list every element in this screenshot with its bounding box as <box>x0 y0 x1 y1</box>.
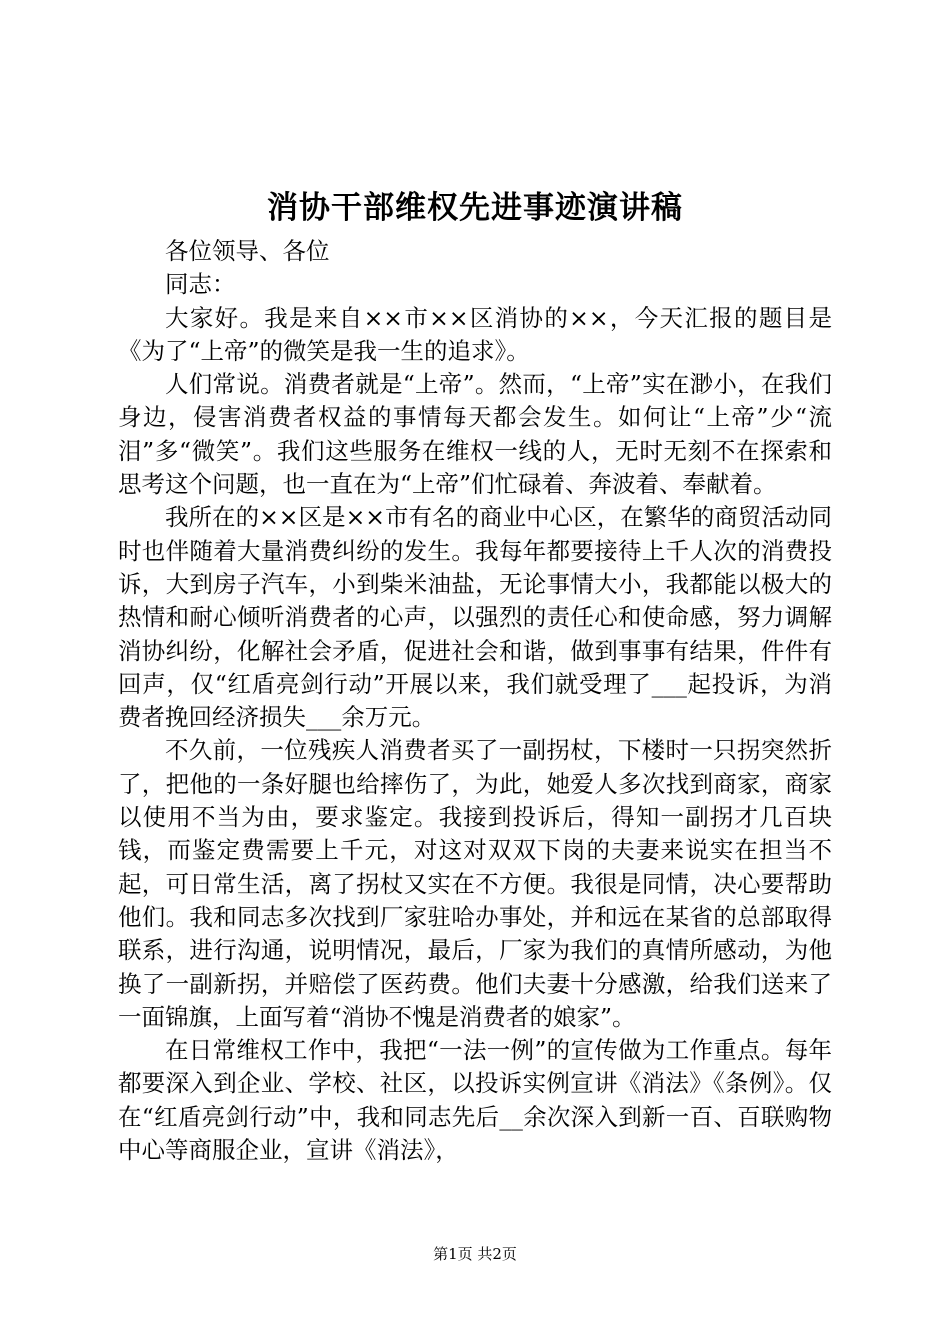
salutation-line-2: 同志： <box>165 270 236 299</box>
paragraph-greeting: 大家好。我是来自××市××区消协的××，今天汇报的题目是《为了“上帝”的微笑是我一生的追求》。 <box>118 303 832 365</box>
document-body <box>118 235 832 1167</box>
page-footer: 第1页 共2页 <box>433 1245 517 1263</box>
paragraph-crutch-case: 不久前，一位残疾人消费者买了一副拐杖，下楼时一只拐突然折了，把他的一条好腿也给摔伤了，为此，她爱人多次找到商家，商家以使用不当为由，要求鉴定。我接到投诉后，得知一副拐才几百块钱，而鉴定费需要上千元，对这对双双下岗的夫妻来说实在担当不起，可日常生活，离了拐杖又实在不方便。我很是同情，决心要帮助他们。我和同志多次找到厂家驻哈办事处，并和远在某省的总部取得联系，进行沟通，说明情况，最后，厂家为我们的真情所感动，为他换了一副新拐，并赔偿了医药费。他们夫妻十分感激，给我们送来了一面锦旗，上面写着“消协不愧是消费者的娘家”。 <box>118 736 832 1031</box>
paragraph-district-work: 我所在的××区是××市有名的商业中心区，在繁华的商贸活动同时也伴随着大量消费纠纷的发生。我每年都要接待上千人次的消费投诉，大到房子汽车，小到柴米油盐，无论事情大小，我都能以极大的热情和耐心倾听消费者的心声，以强烈的责任心和使命感，努力调解消协纠纷，化解社会矛盾，促进社会和谐，做到事事有结果，件件有回声，仅“红盾亮剑行动”开展以来，我们就受理了___起投诉，为消费者挽回经济损失___余万元。 <box>118 503 832 732</box>
paragraph-law-promotion: 在日常维权工作中，我把“一法一例”的宣传做为工作重点。每年都要深入到企业、学校、社区，以投诉实例宣讲《消法》《条例》。仅在“红盾亮剑行动”中，我和同志先后__余次深入到新一百、百联购物中心等商服企业，宣讲《消法》， <box>118 1036 832 1165</box>
salutation-line-1: 各位领导、各位 <box>165 237 330 265</box>
document-title: 消协干部维权先进事迹演讲稿 <box>267 190 683 226</box>
paragraph-intro: 人们常说。消费者就是“上帝”。然而，“上帝”实在渺小，在我们身边，侵害消费者权益的事情每天都会发生。如何让“上帝”少“流泪”多“微笑”。我们这些服务在维权一线的人，无时无刻不在探索和思考这个问题，也一直在为“上帝”们忙碌着、奔波着、奉献着。 <box>118 370 832 499</box>
